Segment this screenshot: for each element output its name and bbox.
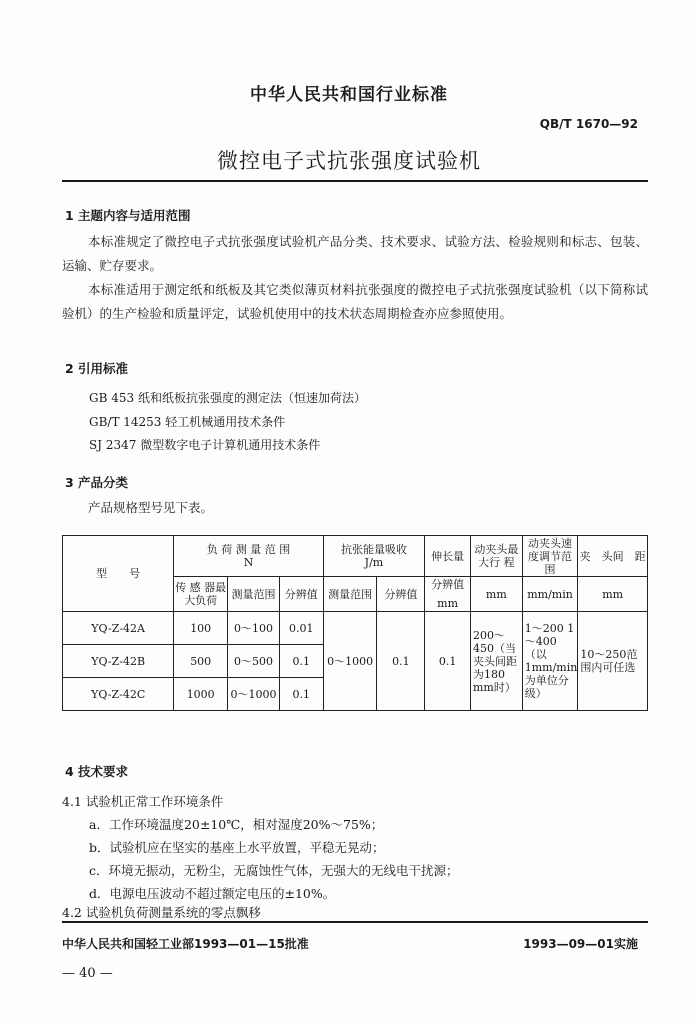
requirement-item: c．环境无振动，无粉尘，无腐蚀性气体，无强大的无线电干扰源； [89,863,459,878]
spec-table [62,535,648,711]
clamp-cell: 10～250范围内可任选 [578,612,648,711]
subheader-energy-range: 测量范围 [323,577,377,612]
model-cell: YQ-Z-42C [63,678,174,711]
section-4-heading: 4 技术要求 [65,764,129,779]
standard-number: QB/T 1670—92 [539,117,638,131]
sensor-cell: 100 [174,612,228,645]
range-cell: 0～500 [228,645,280,678]
range-cell: 0～1000 [228,678,280,711]
elongation-unit: mm [437,597,459,610]
travel-cell: 200～450（当夹头间距为180 mm时） [470,612,522,711]
header-load-label: 负 荷 测 量 范 围 [206,543,291,556]
reference-item: SJ 2347 微型数字电子计算机通用技术条件 [89,438,321,452]
sensor-cell: 500 [174,645,228,678]
header-energy [323,536,425,577]
subsection-4-1: 4.1 试验机正常工作环境条件 [62,794,224,809]
subheader-range: 测量范围 [228,577,280,612]
header-model: 型 号 [63,536,174,612]
elongation-res-label: 分辨值 [431,578,465,591]
bottom-rule [62,921,648,923]
unit-clamp: mm [578,577,648,612]
org-title: 中华人民共和国行业标准 [250,85,448,105]
speed-cell: 1～200 1～400（以1mm/min为单位分级） [522,612,578,711]
resolution-cell: 0.1 [279,645,323,678]
elongation-resolution-cell: 0.1 [425,612,471,711]
header-elongation: 伸长量 [425,536,471,577]
reference-item: GB 453 纸和纸板抗张强度的测定法（恒速加荷法） [89,391,366,405]
header-travel: 动夹头最 大行 程 [470,536,522,577]
subheader-energy-resolution: 分辨值 [377,577,425,612]
header-speed: 动夹头速度调节范围 [522,536,578,577]
resolution-cell: 0.1 [279,678,323,711]
requirement-item: a．工作环境温度20±10℃，相对湿度20%～75%； [89,817,384,832]
subheader-resolution: 分辨值 [279,577,323,612]
approval-note: 中华人民共和国轻工业部1993—01—15批准 [62,937,309,951]
table-row [63,612,648,645]
subheader-elongation-resolution [425,577,471,612]
top-rule [62,180,648,182]
resolution-cell: 0.01 [279,612,323,645]
header-clamp: 夹 头间 距 [578,536,648,577]
unit-speed: mm/min [522,577,578,612]
subheader-sensor: 传 感 器最大负荷 [174,577,228,612]
effective-date: 1993—09—01实施 [523,937,638,951]
section-1-paragraph-2: 本标准适用于测定纸和纸板及其它类似薄页材料抗张强度的微控电子式抗张强度试验机（以下简称试验机）的生产检验和质量评定，试验机使用中的技术状态周期检查亦应参照使用。 [62,282,648,321]
energy-range-cell: 0～1000 [323,612,377,711]
sensor-cell: 1000 [174,678,228,711]
range-cell: 0～100 [228,612,280,645]
page-number: — 40 — [62,966,113,981]
section-2-heading: 2 引用标准 [65,361,129,376]
section-1-paragraph-1: 本标准规定了微控电子式抗张强度试验机产品分类、技术要求、试验方法、检验规则和标志、包装、运输、贮存要求。 [62,234,648,273]
section-3-heading: 3 产品分类 [65,475,129,490]
model-cell: YQ-Z-42A [63,612,174,645]
requirement-item: b．试验机应在坚实的基座上水平放置，平稳无晃动； [89,840,385,855]
energy-resolution-cell: 0.1 [377,612,425,711]
header-energy-label: 抗张能量吸收 [340,543,407,556]
header-energy-unit: J/m [364,556,384,569]
header-load-range [174,536,323,577]
section-3-intro: 产品规格型号见下表。 [88,500,214,515]
subsection-4-2: 4.2 试验机负荷测量系统的零点飘移 [62,905,261,920]
document-title: 微控电子式抗张强度试验机 [217,149,481,173]
section-1-heading: 1 主题内容与适用范围 [65,208,191,223]
model-cell: YQ-Z-42B [63,645,174,678]
reference-item: GB/T 14253 轻工机械通用技术条件 [89,415,286,429]
unit-travel: mm [470,577,522,612]
header-load-unit: N [243,556,254,569]
requirement-item: d．电源电压波动不超过额定电压的±10%。 [89,886,336,901]
